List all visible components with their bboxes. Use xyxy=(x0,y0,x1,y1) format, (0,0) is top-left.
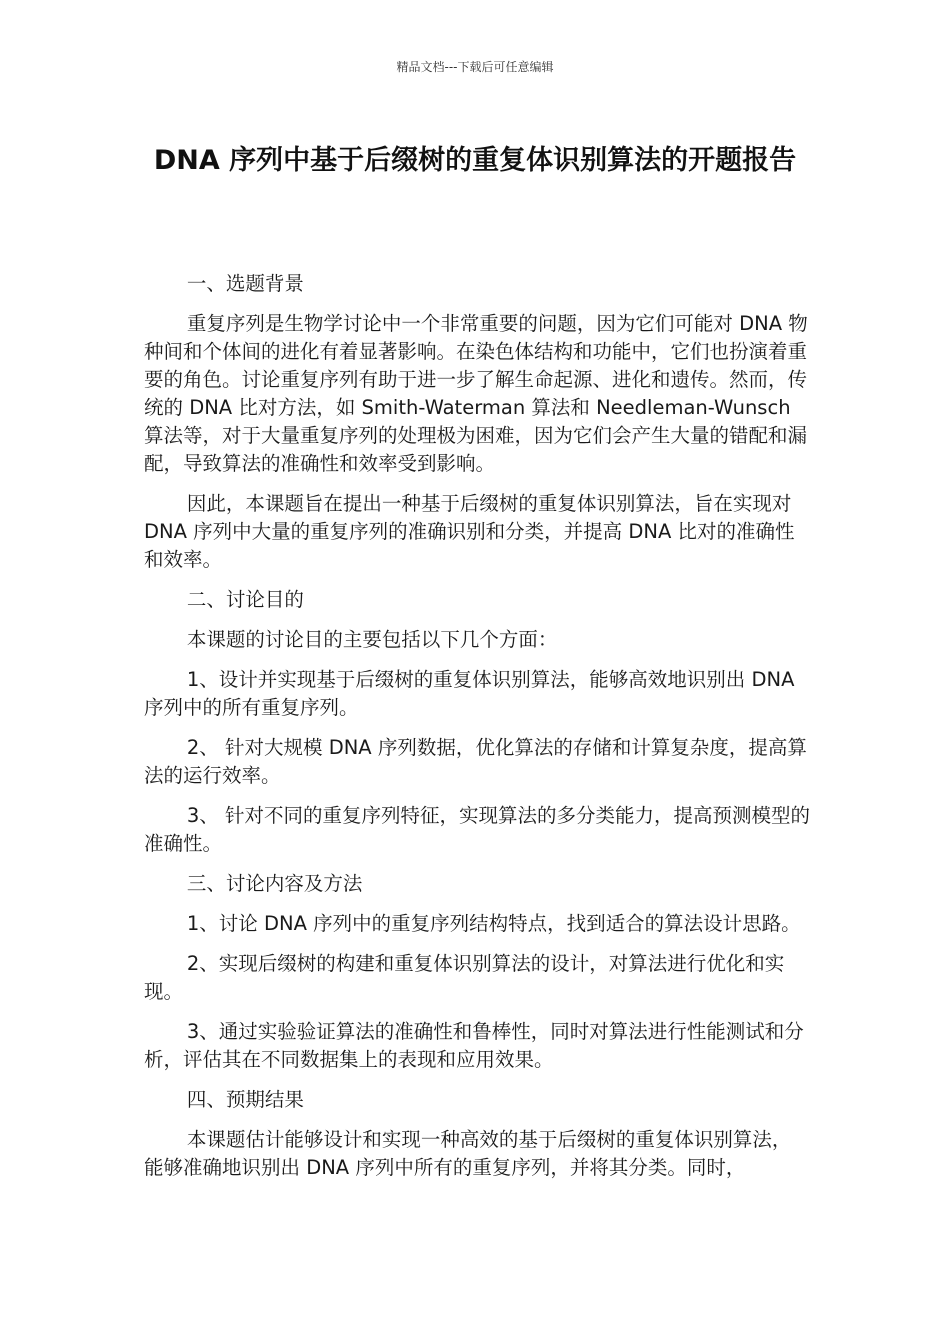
header-note: 精品文档---下载后可任意编辑 xyxy=(396,60,554,74)
paragraph-background-1: 重复序列是生物学讨论中一个非常重要的问题，因为它们可能对 DNA 物种间和个体间的进化有着显著影响。在染色体结构和功能中，它们也扮演着重要的角色。讨论重复序列有助于进一步了解生命起源、进化和遗传。然而，传统的 DNA 比对方法，如 Smith-Waterman 算法和 Needleman-Wunsch 算法等，对于大量重复序列的处理极为困难，因为它们会产生大量的错配和漏配，导致算法的准确性和效率受到影响。 xyxy=(144,312,808,475)
list-item-methods-3: 3、通过实验验证算法的准确性和鲁棒性，同时对算法进行性能测试和分析，评估其在不同数据集上的表现和应用效果。 xyxy=(144,1020,804,1071)
section-heading-purpose: 二、讨论目的 xyxy=(186,588,304,611)
list-item-methods-2: 2、实现后缀树的构建和重复体识别算法的设计，对算法进行优化和实现。 xyxy=(144,952,785,1003)
list-item-methods-1: 1、讨论 DNA 序列中的重复序列结构特点，找到适合的算法设计思路。 xyxy=(186,912,801,935)
section-heading-results: 四、预期结果 xyxy=(186,1088,304,1111)
list-item-purpose-3: 3、 针对不同的重复序列特征，实现算法的多分类能力，提高预测模型的准确性。 xyxy=(144,804,810,855)
document-title: DNA 序列中基于后缀树的重复体识别算法的开题报告 xyxy=(153,145,797,176)
list-item-purpose-2: 2、 针对大规模 DNA 序列数据，优化算法的存储和计算复杂度，提高算法的运行效率。 xyxy=(144,736,807,787)
paragraph-purpose-intro: 本课题的讨论目的主要包括以下几个方面： xyxy=(186,628,558,651)
section-heading-background: 一、选题背景 xyxy=(186,272,304,295)
paragraph-background-2: 因此，本课题旨在提出一种基于后缀树的重复体识别算法，旨在实现对 DNA 序列中大量的重复序列的准确识别和分类，并提高 DNA 比对的准确性和效率。 xyxy=(144,492,795,571)
list-item-purpose-1: 1、设计并实现基于后缀树的重复体识别算法，能够高效地识别出 DNA 序列中的所有重复序列。 xyxy=(144,668,795,719)
document-body xyxy=(144,270,810,1194)
paragraph-results-1: 本课题估计能够设计和实现一种高效的基于后缀树的重复体识别算法，能够准确地识别出 DNA 序列中所有的重复序列，并将其分类。同时， xyxy=(144,1128,792,1179)
section-heading-methods: 三、讨论内容及方法 xyxy=(186,872,363,895)
